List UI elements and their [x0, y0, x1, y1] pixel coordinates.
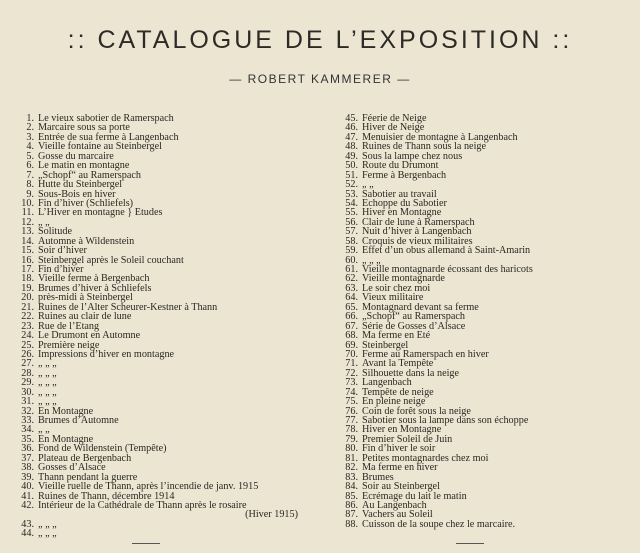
entry-number: 85. — [345, 490, 358, 502]
entry-number: 5. — [26, 150, 34, 162]
entry-number: 53. — [345, 188, 358, 200]
entry-title: Série de Gosses d’Alsace — [362, 320, 466, 332]
entry-title: Langenbach — [362, 377, 412, 389]
catalogue-entry — [18, 416, 318, 425]
entry-number: 28. — [21, 367, 34, 379]
entry-number: 44. — [21, 528, 34, 540]
entry-number: 42. — [21, 499, 34, 511]
entry-number: 40. — [21, 481, 34, 493]
entry-number: 66. — [345, 311, 358, 323]
entry-number: 54. — [345, 197, 358, 209]
entry-number: 58. — [345, 235, 358, 247]
entry-title: Cuisson de la soupe chez le marcaire. — [362, 518, 516, 530]
entry-title: près-midi à Steinbergel — [38, 292, 133, 304]
entry-number: 10. — [21, 197, 34, 209]
entry-title: Au Langenbach — [362, 499, 427, 511]
entry-title: En Montagne — [38, 433, 94, 445]
entry-number: 9. — [26, 188, 34, 200]
author-byline: — ROBERT KAMMERER — — [229, 72, 411, 86]
entry-title: „ „ — [38, 216, 50, 228]
entry-title: Steinbergel après le Soleil couchant — [38, 254, 184, 266]
entry-title: Thann pendant la guerre — [38, 471, 138, 483]
entry-number: 78. — [345, 424, 358, 436]
entry-number: 63. — [345, 282, 358, 294]
entry-number: 13. — [21, 226, 34, 238]
catalogue-entry — [18, 529, 318, 538]
entry-number: 31. — [21, 396, 34, 408]
entry-title: Hutte du Steinbergel — [38, 179, 123, 191]
entry-number: 59. — [345, 245, 358, 257]
entry-number: 62. — [345, 273, 358, 285]
catalogue-entry — [18, 359, 318, 368]
entry-title: Premier Soleil de Juin — [362, 433, 453, 445]
entry-number: 79. — [345, 433, 358, 445]
entry-number: 23. — [21, 320, 34, 332]
entry-number: 70. — [345, 348, 358, 360]
entry-title: Ferme au Ramerspach en hiver — [362, 348, 489, 360]
entry-title: „Schopf“ au Ramerspach — [38, 169, 141, 181]
entry-number: 57. — [345, 226, 358, 238]
catalogue-entry — [18, 369, 318, 378]
entry-number: 21. — [21, 301, 34, 313]
entry-number: 26. — [21, 348, 34, 360]
entry-number: 80. — [345, 443, 358, 455]
entry-number: 20. — [21, 292, 34, 304]
entry-title: Sabotier au travail — [362, 188, 437, 200]
entry-title: Route du Drumont — [362, 160, 439, 172]
entry-number: 46. — [345, 122, 358, 134]
catalogue-entry — [18, 350, 318, 359]
entry-number: 12. — [21, 216, 34, 228]
entry-title: Automne à Wildenstein — [38, 235, 135, 247]
entry-title: (Hiver 1915) — [245, 509, 298, 521]
entry-number: 75. — [345, 396, 358, 408]
entry-title: Sous-Bois en hiver — [38, 188, 116, 200]
entry-title: L’Hiver en montagne } Etudes — [38, 207, 163, 219]
entry-title: Entrée de sua ferme à Langenbach — [38, 131, 179, 143]
entry-number: 22. — [21, 311, 34, 323]
entry-number: 38. — [21, 462, 34, 474]
entry-number: 24. — [21, 330, 34, 342]
entry-number: 55. — [345, 207, 358, 219]
entry-number: 17. — [21, 264, 34, 275]
entry-title: Effet d’un obus allemand à Saint-Amarin — [362, 245, 531, 257]
entry-title: Soir d’hiver — [38, 245, 87, 257]
entry-number: 29. — [21, 377, 34, 389]
entry-title: Hiver en Montagne — [362, 424, 442, 436]
entry-number: 49. — [345, 150, 358, 162]
entry-number: 77. — [345, 415, 358, 426]
entry-title: Ma ferme en Eté — [362, 330, 431, 342]
entry-number: 15. — [21, 245, 34, 257]
entry-number: 37. — [21, 452, 34, 464]
entry-title: Fin d’hiver (Schliefels) — [38, 197, 134, 209]
entry-title: Fin d’hiver — [38, 264, 84, 275]
entry-title: „ „ — [362, 179, 374, 191]
entry-title: Vieille ferme à Bergenbach — [38, 273, 150, 285]
entry-title: Vachers au Soleil — [362, 509, 433, 521]
entry-number: 14. — [21, 235, 34, 247]
entry-title: „ „ — [38, 424, 50, 436]
catalogue-entry — [18, 520, 318, 529]
entry-number: 82. — [345, 462, 358, 474]
entry-number: 65. — [345, 301, 358, 313]
entry-number: 52. — [345, 179, 358, 191]
entry-title: Ruines de l’Alter Scheurer-Kestner à Thann — [38, 301, 218, 313]
entry-title: Le matin en montagne — [38, 160, 130, 172]
entry-title: Brumes d’Automne — [38, 415, 119, 426]
entry-number: 16. — [21, 254, 34, 266]
entry-number: 39. — [21, 471, 34, 483]
entry-number: 61. — [345, 264, 358, 275]
catalogue-entry — [342, 171, 632, 180]
entry-number: 68. — [345, 330, 358, 342]
entry-title: Le Drumont en Automne — [38, 330, 141, 342]
entry-title: Ferme à Bergenbach — [362, 169, 447, 181]
catalogue-entry — [18, 388, 318, 397]
entry-title: Vieille ruelle de Thann, après l’incendie de janv. 1915 — [38, 481, 259, 493]
entry-number: 48. — [345, 141, 358, 153]
entry-title: „ „ „ — [38, 518, 57, 530]
entry-number: 69. — [345, 339, 358, 351]
entry-title: Vieux militaire — [362, 292, 424, 304]
entry-number: 25. — [21, 339, 34, 351]
entry-number: 6. — [26, 160, 34, 172]
entry-number: 88. — [345, 518, 358, 530]
catalogue-entry — [18, 208, 318, 217]
entry-number: 74. — [345, 386, 358, 398]
entry-title: En Montagne — [38, 405, 94, 417]
bottom-rule-left — [132, 543, 160, 544]
entry-title: Nuit d’hiver à Langenbach — [362, 226, 472, 238]
entry-number: 27. — [21, 358, 34, 370]
entry-title: Marcaire sous sa porte — [38, 122, 130, 134]
entry-title: Vieille montagnarde — [362, 273, 445, 285]
entry-title: Ecrémage du lait le matin — [362, 490, 467, 502]
entry-title: Ruines de Thann, décembre 1914 — [38, 490, 175, 502]
entry-title: Clair de lune à Ramerspach — [362, 216, 475, 228]
entry-number: 86. — [345, 499, 358, 511]
entry-number: 32. — [21, 405, 34, 417]
entry-title: „ „ „ — [38, 528, 57, 540]
entry-title: Sabotier sous la lampe dans son échoppe — [362, 415, 529, 426]
entry-title: Solitude — [38, 226, 72, 238]
entry-title: Steinbergel — [362, 339, 409, 351]
entry-title: Vieille fontaine au Steinbergel — [38, 141, 162, 153]
entry-number: 18. — [21, 273, 34, 285]
entry-number: 43. — [21, 518, 34, 530]
entry-title: Impressions d’hiver en montagne — [38, 348, 175, 360]
bottom-rule-right — [456, 543, 484, 544]
entry-title: Féerie de Neige — [362, 113, 427, 124]
entry-title: Gosses d’Alsace — [38, 462, 106, 474]
entry-title: „ „ „ — [38, 377, 57, 389]
entry-title: Fin d’hiver le soir — [362, 443, 436, 455]
entry-title: Intérieur de la Cathédrale de Thann après le rosaire — [38, 499, 247, 511]
entry-title: Silhouette dans la neige — [362, 367, 460, 379]
entry-number: 36. — [21, 443, 34, 455]
entry-title: Sous la lampe chez nous — [362, 150, 463, 162]
entry-number: 30. — [21, 386, 34, 398]
entry-title: „ „ „ — [38, 386, 57, 398]
entry-number: 45. — [345, 113, 358, 124]
entry-title: Petites montagnardes chez moi — [362, 452, 489, 464]
entry-number: 84. — [345, 481, 358, 493]
entry-number: 71. — [345, 358, 358, 370]
catalogue-right-column — [342, 114, 632, 529]
entry-title: Menuisier de montagne à Langenbach — [362, 131, 518, 143]
entry-number: 60. — [345, 254, 358, 266]
entry-title: Brumes d’hiver à Schliefels — [38, 282, 152, 294]
entry-title: Hiver de Neige — [362, 122, 425, 134]
entry-title: Plateau de Bergenbach — [38, 452, 132, 464]
entry-title: Ma ferme en hiver — [362, 462, 438, 474]
entry-number: 33. — [21, 415, 34, 426]
entry-number: 72. — [345, 367, 358, 379]
entry-title: „ „ „ — [38, 367, 57, 379]
entry-number: 83. — [345, 471, 358, 483]
catalogue-entry — [342, 246, 632, 255]
entry-number: 2. — [26, 122, 34, 134]
page-title: :: CATALOGUE DE L’EXPOSITION :: — [67, 26, 573, 54]
entry-number: 81. — [345, 452, 358, 464]
entry-title: Fond de Wildenstein (Tempête) — [38, 443, 167, 455]
entry-number: 4. — [26, 141, 34, 153]
entry-number: 34. — [21, 424, 34, 436]
entry-number: 87. — [345, 509, 358, 521]
entry-number: 50. — [345, 160, 358, 172]
entry-title: Croquis de vieux militaires — [362, 235, 473, 247]
entry-title: Ruines au clair de lune — [38, 311, 132, 323]
entry-title: Coin de forêt sous la neige — [362, 405, 471, 417]
entry-title: Hiver en Montagne — [362, 207, 442, 219]
entry-number: 41. — [21, 490, 34, 502]
entry-title: Le vieux sabotier de Ramerspach — [38, 113, 174, 124]
entry-number: 35. — [21, 433, 34, 445]
entry-title: Le soir chez moi — [362, 282, 431, 294]
entry-title: Echoppe du Sabotier — [362, 197, 447, 209]
entry-number: 51. — [345, 169, 358, 181]
catalogue-entry — [18, 378, 318, 387]
entry-title: En pleine neige — [362, 396, 426, 408]
entry-title: „ „ „ — [362, 254, 381, 266]
entry-title: „ „ „ — [38, 396, 57, 408]
entry-title: Soir au Steinbergel — [362, 481, 440, 493]
entry-number: 73. — [345, 377, 358, 389]
entry-number: 19. — [21, 282, 34, 294]
entry-number: 64. — [345, 292, 358, 304]
entry-number: 1. — [26, 113, 34, 124]
catalogue-entry — [342, 520, 632, 529]
entry-title: „ „ „ — [38, 358, 57, 370]
entry-number: 11. — [21, 207, 34, 219]
entry-title: „Schopf“ au Ramerspach — [362, 311, 465, 323]
entry-title: Gosse du marcaire — [38, 150, 114, 162]
entry-number: 56. — [345, 216, 358, 228]
entry-title: Rue de l’Etang — [38, 320, 100, 332]
catalogue-left-column — [18, 114, 318, 539]
entry-title: Tempête de neige — [362, 386, 434, 398]
entry-title: Première neige — [38, 339, 100, 351]
entry-number: 7. — [26, 169, 34, 181]
entry-title: Ruines de Thann sous la neige — [362, 141, 487, 153]
entry-title: Montagnard devant sa ferme — [362, 301, 479, 313]
entry-number: 3. — [26, 131, 34, 143]
entry-title: Avant la Tempête — [362, 358, 434, 370]
entry-title: Brumes — [362, 471, 394, 483]
entry-number: 8. — [26, 179, 34, 191]
entry-number: 67. — [345, 320, 358, 332]
entry-number: 47. — [345, 131, 358, 143]
catalogue-entry — [18, 510, 318, 519]
entry-title: Vieille montagnarde écossant des haricots — [362, 264, 533, 275]
entry-number: 76. — [345, 405, 358, 417]
